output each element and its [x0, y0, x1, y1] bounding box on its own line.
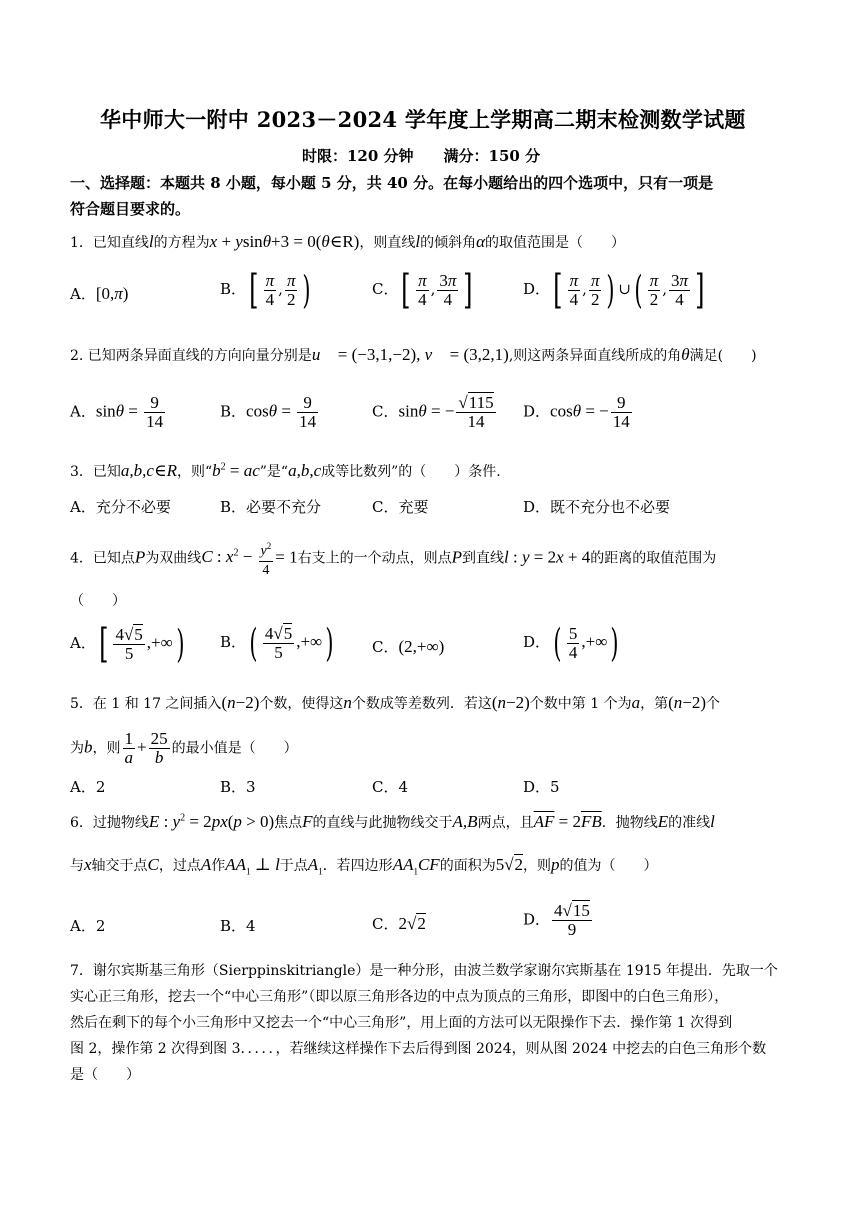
- question-1-stem: 1．已知直线l的方程为x + ysinθ+3 = 0(θ∈R)，则直线l的倾斜角α的取值范围是（ ）: [70, 232, 626, 251]
- question-6-stem: 6．过抛物线E : $y^2 = 2px(p > 0)$焦点F的直线与此抛物线交于A,B两点，且$\overline{AF} = 2\overline{FB}$．抛物线E的准线l: [70, 812, 715, 831]
- q6-option-d[interactable]: D． $\frac{4√15}{9}$: [523, 901, 590, 939]
- question-6-line2: 与x轴交于点C，过点A作$AA_1$ ⊥ l于点$A_1$．若四边形$AA_1CF$的面积为5√2，则p的值为（ ）: [70, 855, 658, 877]
- q6-option-c[interactable]: C．2√2: [372, 914, 426, 933]
- question-7-line1: 7．谢尔宾斯基三角形（Sierppinskitriangle）是一种分形，由波兰数学家谢尔宾斯基在 1915 年提出．先取一个: [70, 963, 778, 979]
- q4-option-c[interactable]: C．(2,+∞): [372, 637, 445, 656]
- question-5-stem: 5．在 1 和 17 之间插入(n−2)个数，使得这n个数成等差数列．若这(n−2)个数中第 1 个为a，第(n−2)个: [70, 693, 721, 712]
- q6-option-b[interactable]: B．4: [220, 917, 256, 935]
- question-5-line2: 为b，则 $\frac{1}{a}$ + $\frac{25}{b}$ 的最小值是（ ）: [70, 729, 298, 767]
- q5-option-a[interactable]: A．2: [70, 778, 106, 796]
- q1-option-b[interactable]: B．[ $\frac{\pi}{4}$ , $\frac{\pi}{2}$ ): [220, 267, 311, 313]
- q4-option-d[interactable]: D．( $\frac{5}{4}$ ,+∞): [523, 621, 619, 665]
- question-4-paren: （ ）: [70, 593, 126, 609]
- question-2-stem: 2. 已知两条异面直线的方向向量分别是u⃗ = (−3,1,−2), v⃗ = (3,2,1),则这两条异面直线所成的角θ满足( ): [70, 345, 757, 364]
- q1-option-d[interactable]: D．[ $\frac{\pi}{4}$ , $\frac{\pi}{2}$ ) ∪( $\frac{\pi}{2}$ , $\frac{3\pi}{4}$ ]: [523, 267, 705, 313]
- question-7-line4: 图 2，操作第 2 次得到图 3．．．．．，若继续这样操作下去后得到图 2024，则从图 2024 中挖去的白色三角形个数: [70, 1041, 767, 1057]
- exam-title: 华中师大一附中 2023－2024 学年度上学期高二期末检测数学试题: [100, 107, 746, 132]
- q2-option-b[interactable]: B．cosθ = $\frac{9}{14}$: [220, 393, 317, 431]
- q1-option-c[interactable]: C．[ $\frac{\pi}{4}$ , $\frac{3\pi}{4}$ ]: [372, 267, 473, 313]
- q3-option-a[interactable]: A．充分不必要: [70, 498, 171, 516]
- q1-option-a[interactable]: A．[0,π): [70, 284, 129, 303]
- q4-option-a[interactable]: A．[ $\frac{4√5}{5}$ ,+∞): [70, 621, 185, 667]
- exam-subtitle: 时限：120 分钟 满分：150 分: [302, 147, 541, 165]
- section1-line2: 符合题目要求的。: [70, 200, 191, 218]
- q2-option-c[interactable]: C．sinθ = − $\frac{√115}{14}$: [372, 393, 494, 431]
- question-7-line2: 实心正三角形，挖去一个“中心三角形”（即以原三角形各边的中点为顶点的三角形，即图中的白色三角形），: [70, 989, 729, 1005]
- q3-option-b[interactable]: B．必要不充分: [220, 498, 322, 516]
- question-7-line3: 然后在剩下的每个小三角形中又挖去一个“中心三角形”，用上面的方法可以无限操作下去．操作第 1 次得到: [70, 1015, 733, 1031]
- q2-option-a[interactable]: A．sinθ = $\frac{9}{14}$: [70, 393, 164, 431]
- section1-line1: 一、选择题：本题共 8 小题，每小题 5 分，共 40 分。在每小题给出的四个选项中，只有一项是: [70, 174, 714, 192]
- q3-option-d[interactable]: D．既不充分也不必要: [523, 498, 671, 516]
- question-3-stem: 3．已知a,b,c∈R，则“$b^2$ = ac”是“a,b,c成等比数列”的（ ）条件.: [70, 461, 501, 480]
- q5-option-c[interactable]: C．4: [372, 778, 409, 796]
- q2-option-d[interactable]: D．cosθ = − $\frac{9}{14}$: [523, 393, 630, 431]
- q4-option-b[interactable]: B．( $\frac{4√5}{5}$ ,+∞): [220, 621, 334, 665]
- q3-option-c[interactable]: C．充要: [372, 498, 429, 516]
- q5-option-b[interactable]: B．3: [220, 778, 256, 796]
- question-7-line5: 是（ ）: [70, 1067, 140, 1083]
- q6-option-a[interactable]: A．2: [70, 917, 106, 935]
- q5-option-d[interactable]: D．5: [523, 778, 560, 796]
- question-4-stem: 4．已知点P为双曲线C : $x^2$ − $\frac{y^2}{4}$ = 1右支上的一个动点，则点P到直线l : y = 2x + 4的距离的取值范围为: [70, 541, 717, 578]
